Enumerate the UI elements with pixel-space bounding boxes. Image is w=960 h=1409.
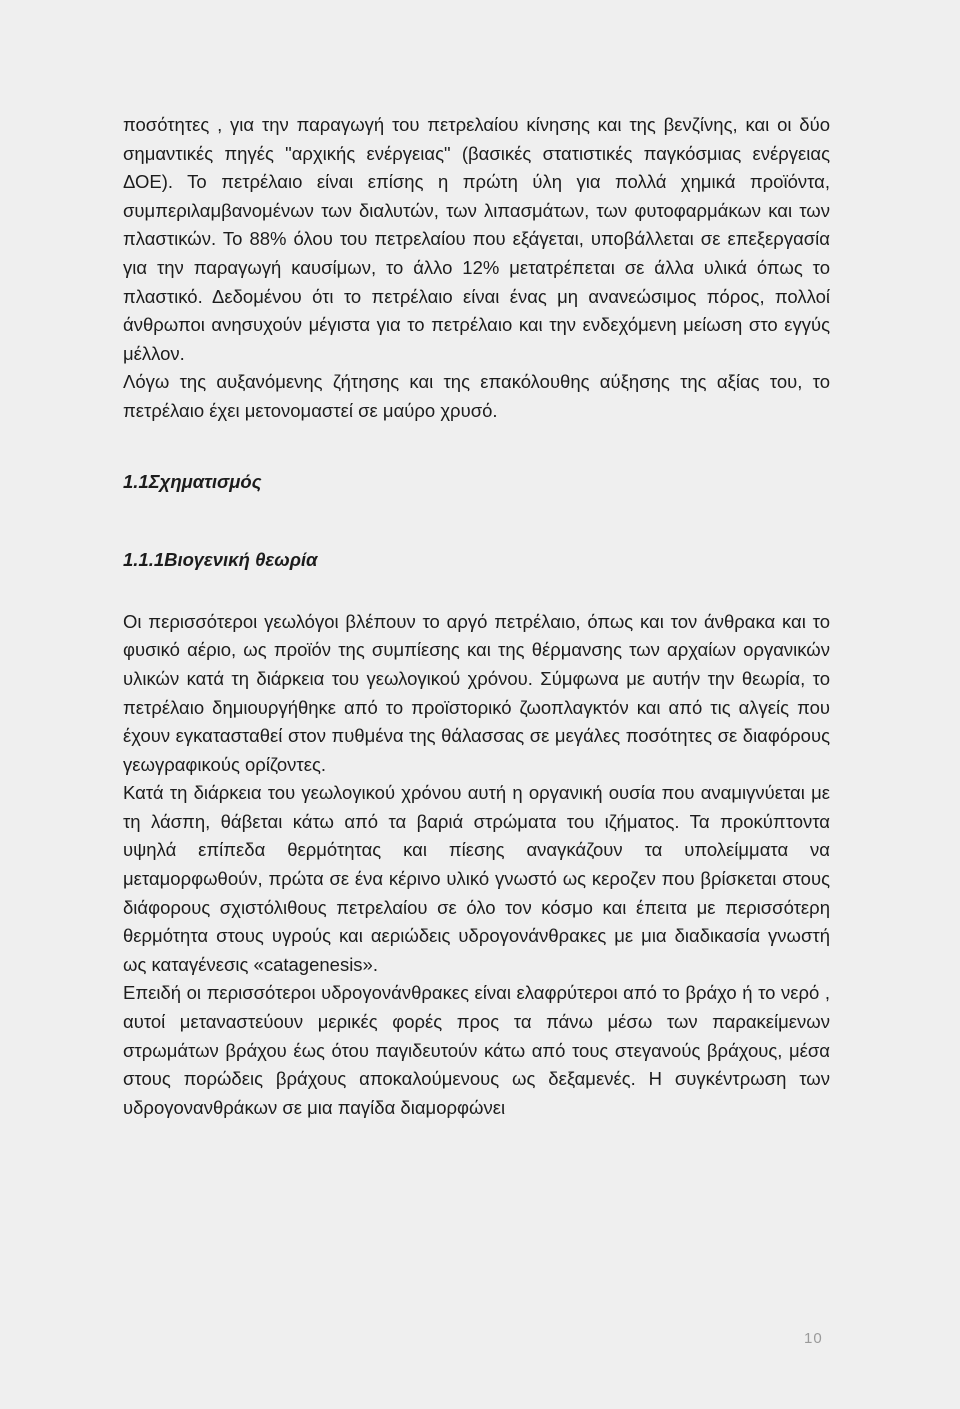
- body-paragraph: Κατά τη διάρκεια του γεωλογικού χρόνου αυτή η οργανική ουσία που αναμιγνύεται με τη λάσπη, θάβεται κάτω από τα βαριά στρώματα του ιζήματος. Τα προκύπτοντα υψηλά επίπεδα θερμότητας και πίεσης αναγκάζουν τα υπολείμματα να μεταμορφωθούν, πρώτα σε ένα κέρινο υλικό γνωστό ως κεροζεν που βρίσκεται στους διάφορους σχιστόλιθους πετρελαίου σε όλο τον κόσμο και έπειτα με περισσότερη θερμότητα στους υγρούς και αεριώδεις υδρογονάνθρακες με μια διαδικασία γνωστή ως καταγένεσις «catagenesis».: [123, 782, 830, 975]
- page-number: 10: [804, 1330, 823, 1347]
- body-paragraph: Επειδή οι περισσότεροι υδρογονάνθρακες είναι ελαφρύτεροι από το βράχο ή το νερό , αυτοί μεταναστεύουν μερικές φορές προς τα πάνω μέσω των παρακείμενων στρωμάτων βράχου έως ότου παγιδευτούν κάτω από τους στεγανούς βράχους, μέσα στους πορώδεις βράχους αποκαλούμενους ως δεξαμενές. Η συγκέντρωση των υδρογονανθράκων σε μια παγίδα διαμορφώνει: [123, 982, 830, 1118]
- page-body: [123, 111, 830, 1122]
- subsection-heading: 1.1.1Βιογενική θεωρία: [123, 549, 318, 571]
- body-paragraph: ποσότητες , για την παραγωγή του πετρελαίου κίνησης και της βενζίνης, και οι δύο σημαντικές πηγές "αρχικής ενέργειας" (βασικές στατιστικές παγκόσμιας ενέργειας ΔΟΕ). Το πετρέλαιο είναι επίσης η πρώτη ύλη για πολλά χημικά προϊόντα, συμπεριλαμβανομένων των διαλυτών, των λιπασμάτων, των φυτοφαρμάκων και των πλαστικών. Το 88% όλου του πετρελαίου που εξάγεται, υποβάλλεται σε επεξεργασία για την παραγωγή καυσίμων, το άλλο 12% μετατρέπεται σε άλλα υλικά όπως το πλαστικό. Δεδομένου ότι το πετρέλαιο είναι ένας μη ανανεώσιμος πόρος, πολλοί άνθρωποι ανησυχούν μέγιστα για το πετρέλαιο και την ενδεχόμενη μείωση στο εγγύς μέλλον.: [123, 114, 830, 364]
- section-heading: 1.1Σχηματισμός: [123, 470, 262, 492]
- body-paragraph: Λόγω της αυξανόμενης ζήτησης και της επακόλουθης αύξησης της αξίας του, το πετρέλαιο έχει μετονομαστεί σε μαύρο χρυσό.: [123, 371, 830, 421]
- body-paragraph: Οι περισσότεροι γεωλόγοι βλέπουν το αργό πετρέλαιο, όπως και τον άνθρακα και το φυσικό αέριο, ως προϊόν της συμπίεσης και της θέρμανσης των αρχαίων οργανικών υλικών κατά τη διάρκεια του γεωλογικού χρόνου. Σύμφωνα με αυτήν την θεωρία, το πετρέλαιο δημιουργήθηκε από το προϊστορικό ζωοπλαγκτόν και από τις αλγείς που έχουν εγκατασταθεί στον πυθμένα της θάλασσας σε μεγάλες ποσότητες σε διαφόρους γεωγραφικούς ορίζοντες.: [123, 610, 830, 775]
